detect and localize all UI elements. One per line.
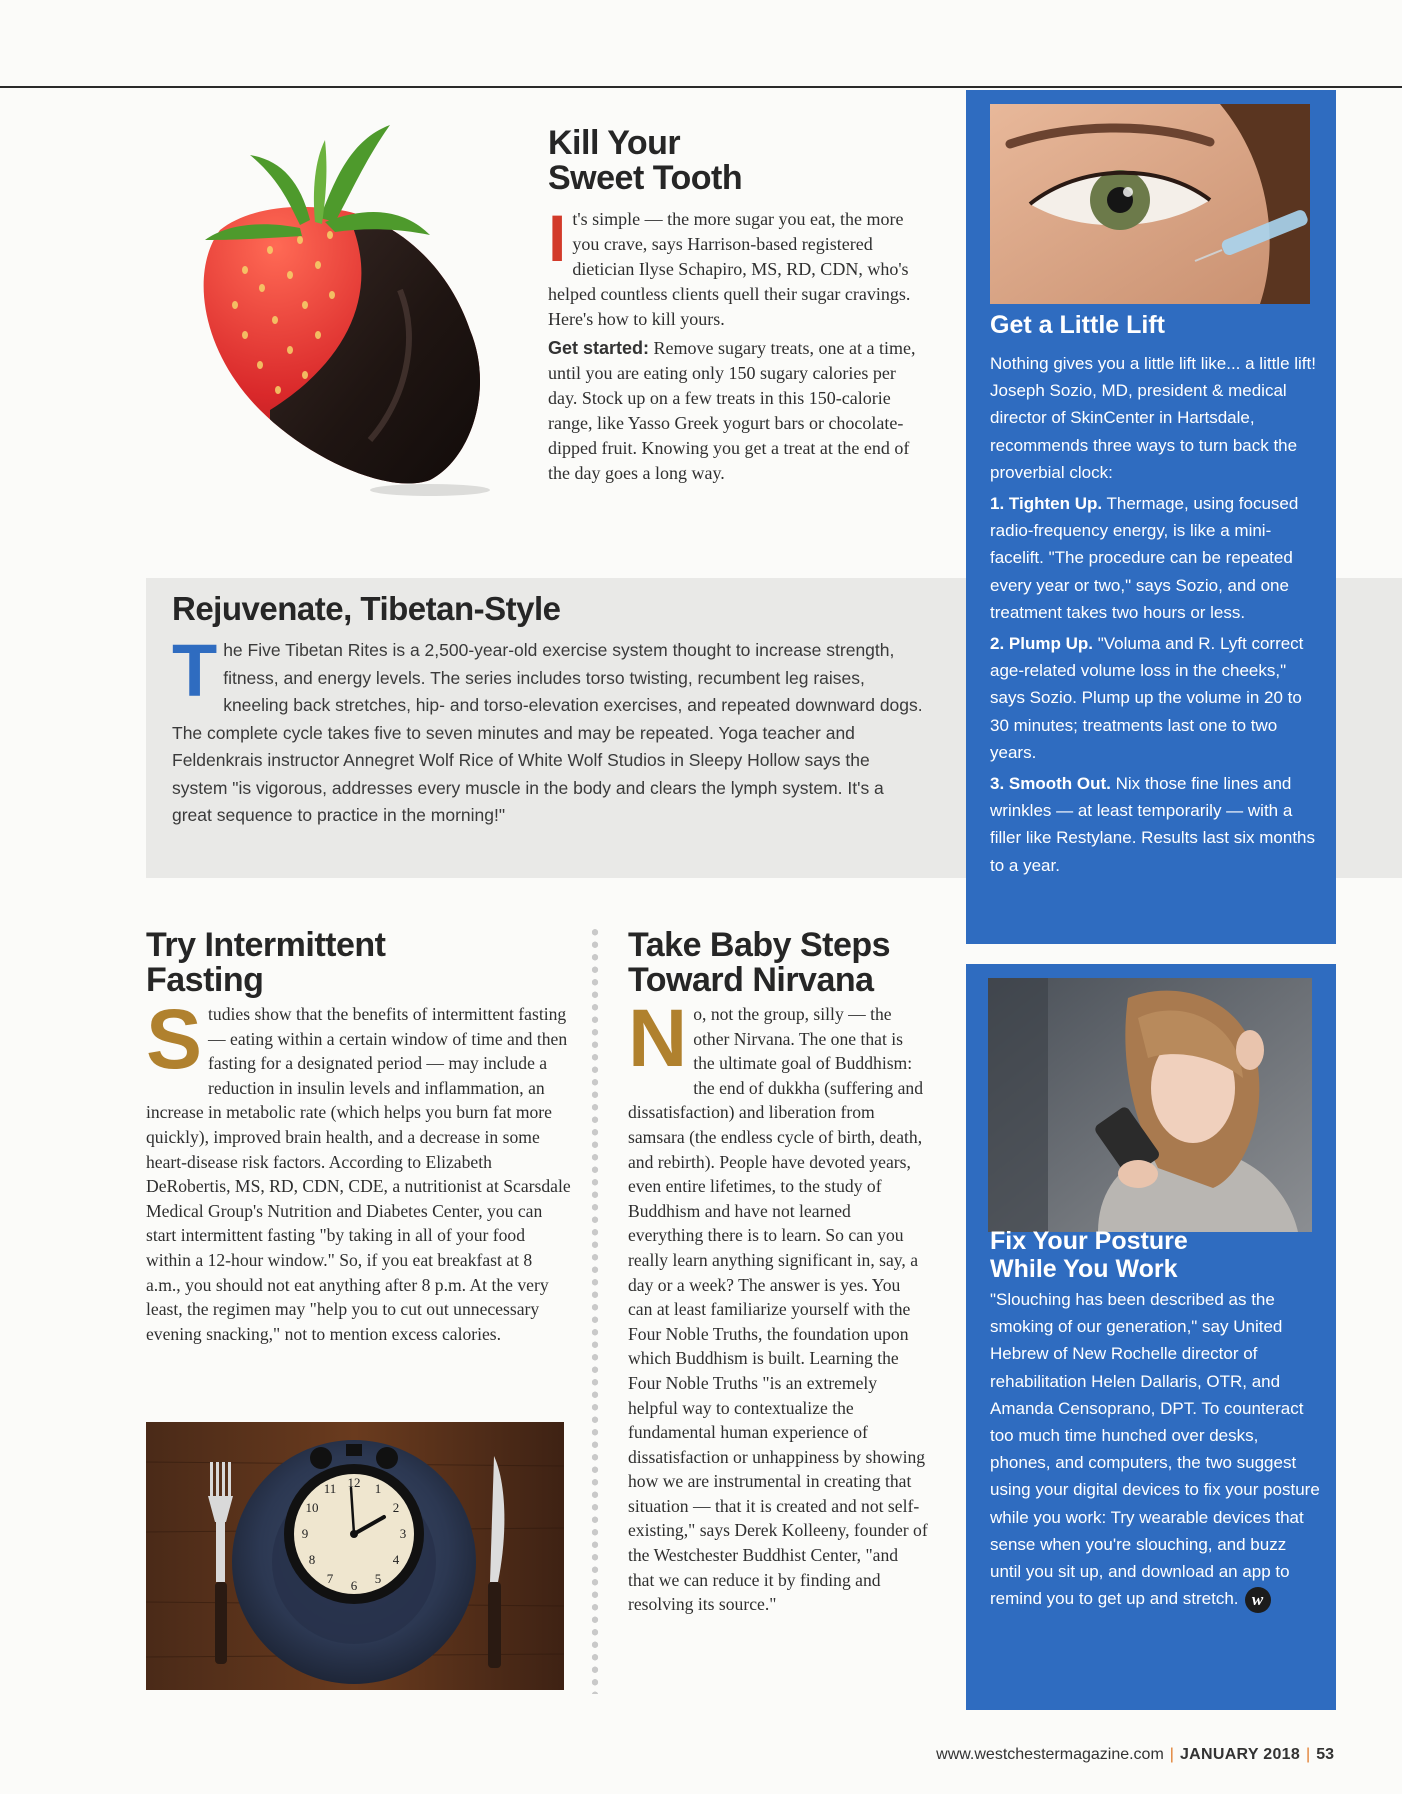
get-started-lead: Get started: (548, 338, 650, 358)
top-rule (0, 86, 1402, 88)
clock-numeral-4: 4 (392, 1552, 400, 1567)
fasting-heading (146, 928, 566, 997)
fasting-body-text: tudies show that the benefits of intermittent fasting — eating within a certain window of time and then fasting for a designated period — may include a reduction in insulin levels and inflammation, an increase in metabolic rate (which helps you burn fat more quickly), improved brain health, and a decrease in some heart-disease risk factors. According to Elizabeth DeRobertis, MS, RD, CDN, CDE, a nutritionist at Scarsdale Medical Group's Nutrition and Diabetes Center, you can start intermittent fasting "by taking in all of your food within a 12-hour window." So, if you eat breakfast at 8 a.m., you should not eat anything after 8 p.m. At the very least, the regimen may "help you to cut out unnecessary evening snacking," not to mention excess calories. (146, 1004, 571, 1344)
tibetan-body-text: he Five Tibetan Rites is a 2,500-year-old exercise system thought to increase strength, fitness, and energy levels. The series includes torso twisting, recumbent leg raises, kneeling back stretches, hip- and torso-elevation exercises, and repeated downward dogs. The complete cycle takes five to seven minutes and may be repeated. Yoga teacher and Feldenkrais instructor Annegret Wolf Rice of White Wolf Studios in Sleepy Hollow says the system "is vigorous, addresses every muscle in the body and clears the lymph system. It's a great sequence to practice in the morning!" (172, 640, 923, 825)
column-dotted-divider (591, 926, 599, 1694)
posture-body (990, 1286, 1320, 1613)
footer-separator-1: | (1169, 1746, 1174, 1763)
sweet-tooth-intro (548, 201, 920, 332)
chocolate-strawberry-image (150, 110, 510, 500)
clock-numeral-5: 5 (374, 1571, 382, 1586)
clock-numeral-9: 9 (301, 1526, 309, 1541)
eye-injection-image (990, 104, 1310, 304)
dropcap-t: T (172, 629, 218, 712)
sweet-tooth-title-line2: Sweet Tooth (548, 158, 743, 197)
clock-numeral-1: 1 (374, 1481, 382, 1496)
tibetan-heading: Rejuvenate, Tibetan-Style (172, 590, 561, 627)
page-footer (936, 1746, 1334, 1764)
lift-tip-3 (990, 770, 1320, 879)
posture-title-line2: While You Work (990, 1254, 1178, 1283)
clock-on-plate-image (146, 1422, 564, 1690)
fasting-body (146, 992, 571, 1346)
clock-numeral-7: 7 (326, 1571, 334, 1586)
sweet-tooth-heading (548, 126, 928, 195)
lift-tip-1-lead: 1. Tighten Up. (990, 494, 1103, 514)
woman-with-phone-image (988, 978, 1312, 1232)
dropcap-i: I (548, 201, 567, 275)
fasting-title-line1: Try Intermittent (146, 926, 386, 964)
lift-tip-2-lead: 2. Plump Up. (990, 634, 1093, 654)
posture-body-text: "Slouching has been described as the smoking of our generation," say United Hebrew of New Rochelle director of rehabilitation Helen Dallaris, OTR, and Amanda Censoprano, DPT. To counteract too much time hunched over desks, phones, and computers, the two suggest using your digital devices to fix your posture while you work: Try wearable devices that sense when you're slouching, and buzz until you sit up, and download an app to remind you to get up and stretch. (990, 1290, 1320, 1609)
lift-tip-3-text: Nix those fine lines and wrinkles — at least temporarily — with a filler like Restylane. Results last six months to a year. (990, 774, 1316, 875)
lift-intro: Nothing gives you a little lift like... a little lift! Joseph Sozio, MD, president & medical director of SkinCenter in Hartsdale, recommends three ways to turn back the proverbial clock: (990, 354, 1316, 482)
lift-heading: Get a Little Lift (990, 311, 1165, 339)
get-started-text: Remove sugary treats, one at a time, until you are eating only 150 sugary calories per day. Stock up on a few treats in this 150-calorie range, like Yasso Greek yogurt bars or chocolate-dipped fruit. Knowing you get a treat at the end of the day goes a long way. (548, 338, 916, 483)
posture-heading (990, 1228, 1320, 1283)
sweet-tooth-tip (548, 336, 920, 486)
lift-tip-3-lead: 3. Smooth Out. (990, 774, 1111, 794)
footer-url: www.westchestermagazine.com (936, 1746, 1164, 1763)
lift-tip-2-text: "Voluma and R. Lyft correct age-related volume loss in the cheeks," says Sozio. Plump up the volume in 20 to 30 minutes; treatments last one to two years. (990, 634, 1304, 762)
clock-numeral-8: 8 (308, 1552, 316, 1567)
clock-numeral-11: 11 (323, 1481, 337, 1496)
posture-title-line1: Fix Your Posture (990, 1227, 1188, 1255)
clock-numeral-10: 10 (305, 1500, 319, 1515)
sweet-tooth-body (548, 201, 920, 490)
dropcap-s: S (146, 992, 203, 1086)
lift-body (990, 350, 1320, 883)
lift-tip-1 (990, 490, 1320, 626)
nirvana-heading (628, 928, 948, 997)
lift-tip-2 (990, 630, 1320, 766)
fasting-title-line2: Fasting (146, 960, 264, 999)
page-number: 53 (1316, 1746, 1334, 1763)
nirvana-title-line1: Take Baby Steps (628, 926, 891, 964)
lift-sidebar (966, 90, 1336, 944)
sweet-tooth-title-line1: Kill Your (548, 124, 681, 162)
clock-numeral-3: 3 (399, 1526, 407, 1541)
footer-separator-2: | (1306, 1746, 1311, 1763)
footer-issue: JANUARY 2018 (1179, 1746, 1301, 1763)
clock-numeral-12: 12 (347, 1475, 361, 1490)
nirvana-body (628, 993, 928, 1617)
nirvana-body-text: o, not the group, silly — the other Nirvana. The one that is the ultimate goal of Buddhism: the end of dukkha (suffering and dissatisfaction) and liberation from samsara (the endless cycle of birth, death, and rebirth). People have devoted years, even entire lifetimes, to the study of Buddhism and have not learned everything there is to learn. So can you really learn anything significant in, say, a day or a week? The answer is yes. You can at least familiarize yourself with the Four Noble Truths, the foundation upon which Buddhism is built. Learning the Four Noble Truths "is an extremely helpful way to contextualize the fundamental human experience of dissatisfaction or unhappiness by showing how we are instrumental in creating that situation — that it is created and not self-existing," says Derek Kolleeny, founder of the Westchester Buddhist Center, "and that we can reduce it by finding and resolving its source." (628, 1004, 928, 1615)
clock-numeral-2: 2 (392, 1500, 400, 1515)
clock-numeral-6: 6 (350, 1578, 358, 1593)
end-mark-badge: w (1245, 1587, 1271, 1613)
dropcap-n: N (628, 993, 688, 1084)
posture-sidebar (966, 964, 1336, 1710)
nirvana-title-line2: Toward Nirvana (628, 960, 874, 999)
lift-tip-1-text: Thermage, using focused radio-frequency energy, is like a mini-facelift. "The procedure can be repeated every year or two," says Sozio, and one treatment takes two hours or less. (990, 494, 1299, 622)
tibetan-body (172, 629, 924, 830)
sweet-tooth-intro-text: t's simple — the more sugar you eat, the more you crave, says Harrison-based registered dietician Ilyse Schapiro, MS, RD, CDN, who's helped countless clients quell their sugar cravings. Here's how to kill yours. (548, 209, 911, 329)
